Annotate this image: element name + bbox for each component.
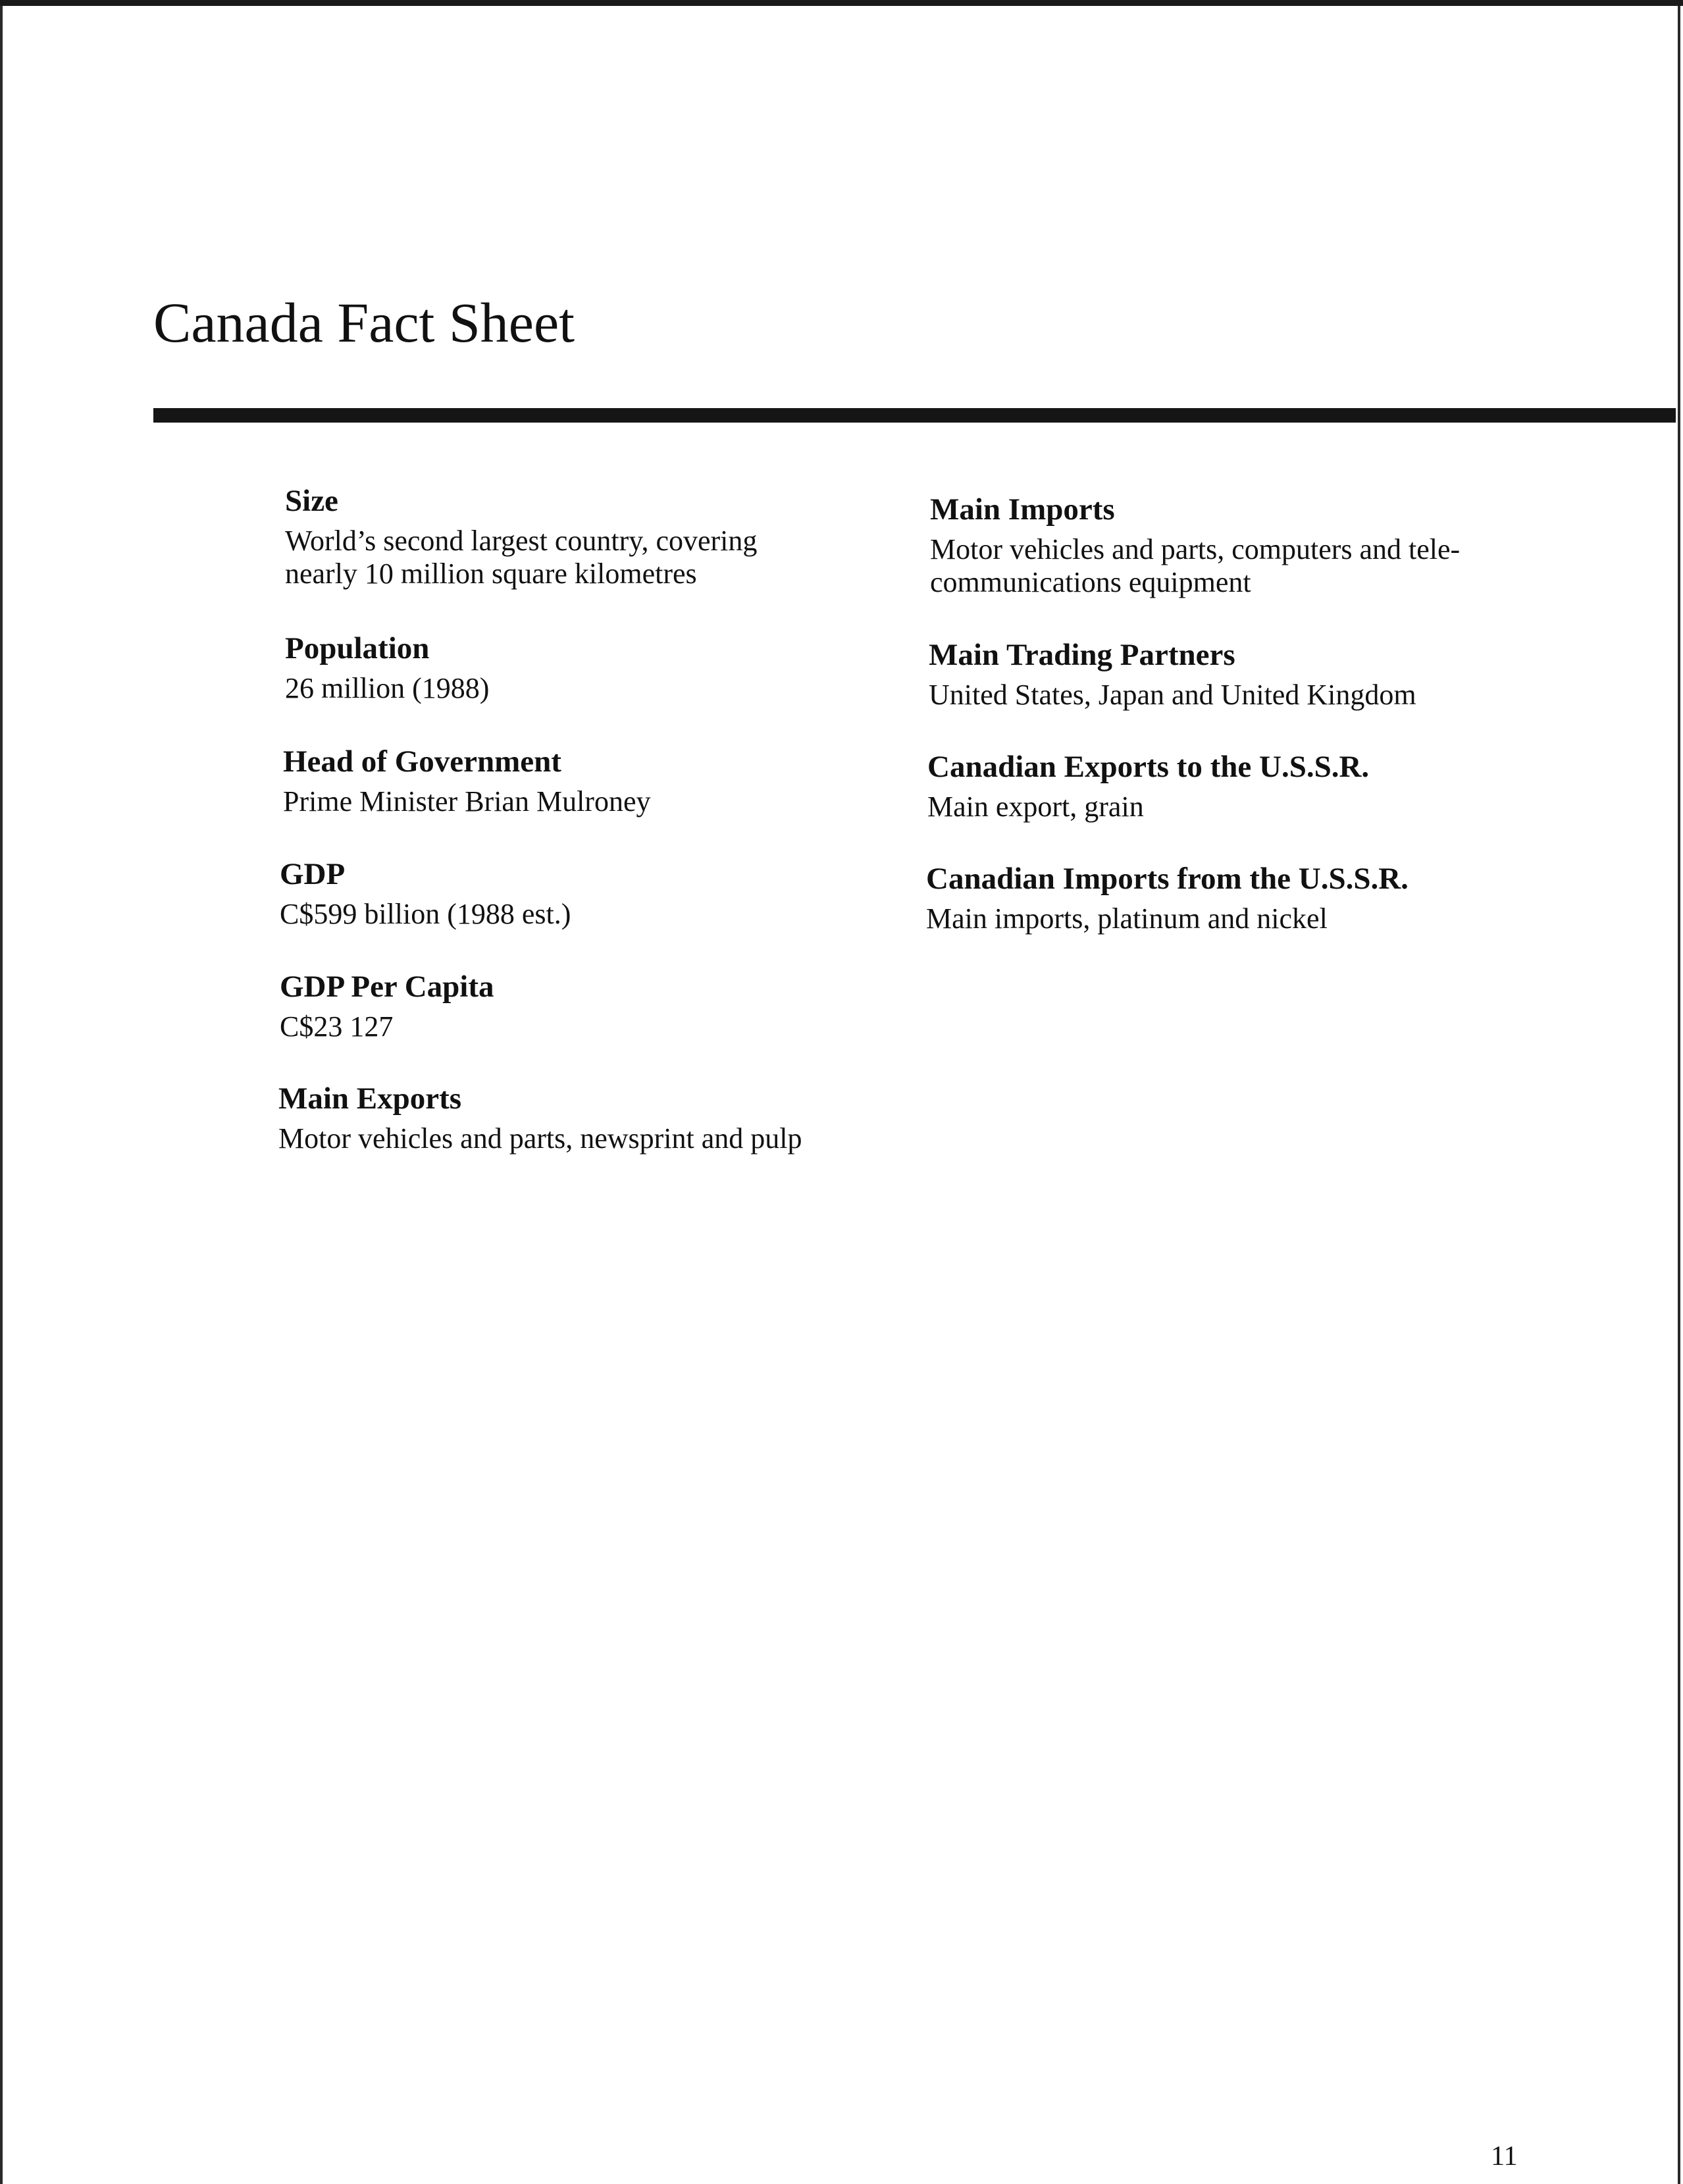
fact-size	[285, 482, 757, 590]
fact-heading: Population	[285, 631, 430, 665]
fact-text: C$23 127	[280, 1010, 394, 1043]
fact-line: Motor vehicles and parts, computers and tele-	[930, 533, 1461, 565]
fact-main-trading-partners	[929, 637, 1416, 712]
scan-border-top	[0, 0, 1683, 6]
fact-heading: GDP Per Capita	[280, 970, 494, 1004]
fact-heading: Canadian Exports to the U.S.S.R.	[927, 750, 1370, 784]
fact-imports-from-ussr	[926, 860, 1409, 935]
fact-main-exports	[278, 1080, 802, 1155]
fact-text: Motor vehicles and parts, newsprint and pulp	[278, 1122, 802, 1155]
fact-text: Prime Minister Brian Mulroney	[283, 785, 651, 818]
fact-heading: Main Imports	[930, 492, 1115, 527]
fact-text	[930, 533, 1460, 599]
fact-text: Main imports, platinum and nickel	[926, 902, 1328, 935]
fact-head-of-government	[283, 743, 651, 818]
fact-gdp	[280, 856, 571, 931]
fact-population	[285, 630, 489, 705]
fact-heading: Main Exports	[278, 1081, 462, 1116]
fact-text: United States, Japan and United Kingdom	[929, 679, 1416, 711]
fact-line: communications equipment	[930, 566, 1251, 598]
fact-heading: Head of Government	[283, 744, 561, 779]
fact-text	[285, 525, 757, 590]
fact-text: Main export, grain	[927, 791, 1144, 823]
page-title: Canada Fact Sheet	[153, 291, 575, 354]
scan-border-right	[1678, 6, 1680, 2184]
fact-heading: Main Trading Partners	[929, 638, 1235, 672]
fact-gdp-per-capita	[280, 968, 494, 1043]
fact-text: 26 million (1988)	[285, 672, 490, 704]
fact-main-imports	[930, 491, 1460, 599]
fact-heading: Size	[285, 484, 338, 518]
scan-border-left	[0, 6, 3, 2184]
fact-text: C$599 billion (1988 est.)	[280, 898, 571, 930]
title-rule	[153, 408, 1676, 423]
fact-heading: GDP	[280, 857, 346, 891]
fact-exports-to-ussr	[927, 748, 1369, 823]
fact-line: nearly 10 million square kilometres	[285, 558, 697, 590]
fact-line: World’s second largest country, covering	[285, 525, 758, 557]
page-number: 11	[1491, 2141, 1518, 2171]
fact-heading: Canadian Imports from the U.S.S.R.	[926, 862, 1409, 896]
